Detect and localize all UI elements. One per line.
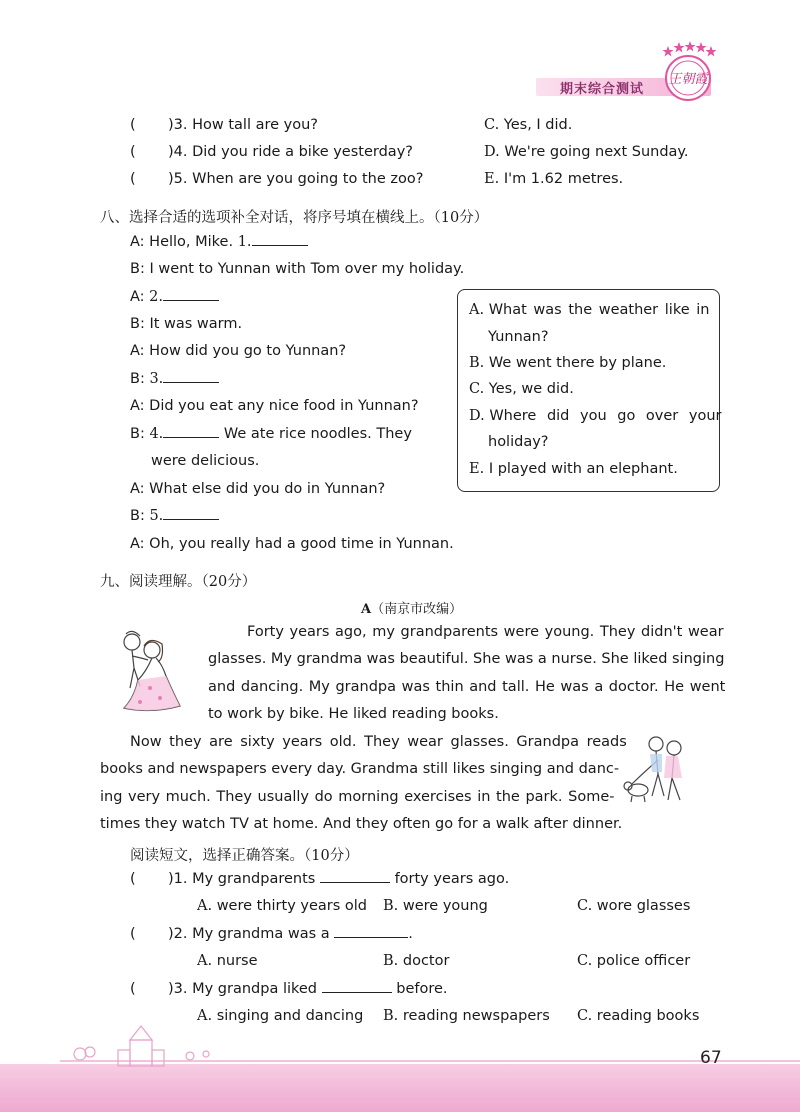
choice-item: C. reading books <box>577 1008 700 1024</box>
page-header-title: 期末综合测试 <box>560 82 645 97</box>
dialogue-line: B: 3. <box>130 371 219 387</box>
section-8-heading: 八、选择合适的选项补全对话，将序号填在横线上。（10分） <box>100 210 489 226</box>
section-9-heading: 九、阅读理解。（20分） <box>100 574 257 590</box>
passage-line: ing very much. They usually do morning exercises in the park. Some- <box>100 789 615 805</box>
answer-blank[interactable] <box>163 371 219 383</box>
brand-seal-icon <box>655 40 721 104</box>
answer-blank[interactable] <box>163 289 219 301</box>
dialogue-line: A: What else did you do in Yunnan? <box>130 481 386 497</box>
question-row: ( )2. My grandma was a . <box>130 926 413 942</box>
option-item: B. We went there by plane. <box>469 355 667 371</box>
option-item: D. Where did you go over your <box>469 408 722 424</box>
option-item-continued: holiday? <box>488 434 549 450</box>
question-row: ( )3. My grandpa liked before. <box>130 981 448 997</box>
choice-item: C. wore glasses <box>577 898 691 914</box>
passage-line: times they watch TV at home. And they often go for a walk after dinner. <box>100 816 623 832</box>
reading-instruction: 阅读短文，选择正确答案。（10分） <box>130 848 359 864</box>
passage-line: Now they are sixty years old. They wear glasses. Grandpa reads <box>130 734 627 750</box>
choice-item: B. were young <box>383 898 488 914</box>
choice-item: B. doctor <box>383 953 450 969</box>
dialogue-line: B: 5. <box>130 508 219 524</box>
answer-blank[interactable] <box>320 871 390 883</box>
choice-item: A. nurse <box>197 953 258 969</box>
question-row: ( )1. My grandparents forty years ago. <box>130 871 510 887</box>
answer-blank[interactable] <box>252 234 308 246</box>
passage-line: books and newspapers every day. Grandma still likes singing and danc- <box>100 761 620 777</box>
castle-decoration-icon <box>60 1024 220 1068</box>
passage-line: and dancing. My grandpa was thin and tall. He was a doctor. He went <box>208 679 726 695</box>
answer-blank[interactable] <box>163 426 219 438</box>
option-item: A. What was the weather like in <box>469 302 710 318</box>
choice-item: C. police officer <box>577 953 691 969</box>
dancing-couple-illustration <box>110 628 190 714</box>
matching-row: ( )4. Did you ride a bike yesterday? <box>130 144 413 160</box>
dialogue-line: B: It was warm. <box>130 316 243 332</box>
svg-text:王朝霞: 王朝霞 <box>668 72 708 87</box>
footer-band <box>0 1064 800 1112</box>
matching-row: ( )5. When are you going to the zoo? <box>130 171 424 187</box>
page-number: 67 <box>700 1048 722 1068</box>
matching-row: ( )3. How tall are you? <box>130 117 318 133</box>
passage-line: to work by bike. He liked reading books. <box>208 706 499 722</box>
passage-line: Forty years ago, my grandparents were young. They didn't wear <box>247 624 724 640</box>
answer-blank[interactable] <box>334 926 408 938</box>
choice-item: A. were thirty years old <box>197 898 368 914</box>
dialogue-line: A: Hello, Mike. 1. <box>130 234 308 250</box>
dialogue-line: B: I went to Yunnan with Tom over my holiday. <box>130 261 465 277</box>
answer-blank[interactable] <box>163 508 219 520</box>
passage-title: A（南京市改编） <box>361 602 463 617</box>
couple-walking-dog-illustration <box>622 734 722 806</box>
option-item-continued: Yunnan? <box>488 329 549 345</box>
answer-blank[interactable] <box>322 981 392 993</box>
option-item: E. I played with an elephant. <box>469 461 678 477</box>
dialogue-line: A: How did you go to Yunnan? <box>130 343 347 359</box>
dialogue-line: A: 2. <box>130 289 219 305</box>
matching-answer: D. We're going next Sunday. <box>484 144 689 160</box>
choice-item: A. singing and dancing <box>197 1008 364 1024</box>
dialogue-line: A: Did you eat any nice food in Yunnan? <box>130 398 419 414</box>
dialogue-line-continued: were delicious. <box>151 453 260 469</box>
dialogue-line: A: Oh, you really had a good time in Yunnan. <box>130 536 454 552</box>
matching-answer: E. I'm 1.62 metres. <box>484 171 624 187</box>
dialogue-line: B: 4. We ate rice noodles. They <box>130 426 412 442</box>
option-item: C. Yes, we did. <box>469 381 574 397</box>
matching-answer: C. Yes, I did. <box>484 117 573 133</box>
choice-item: B. reading newspapers <box>383 1008 550 1024</box>
passage-line: glasses. My grandma was beautiful. She was a nurse. She liked singing <box>208 651 725 667</box>
